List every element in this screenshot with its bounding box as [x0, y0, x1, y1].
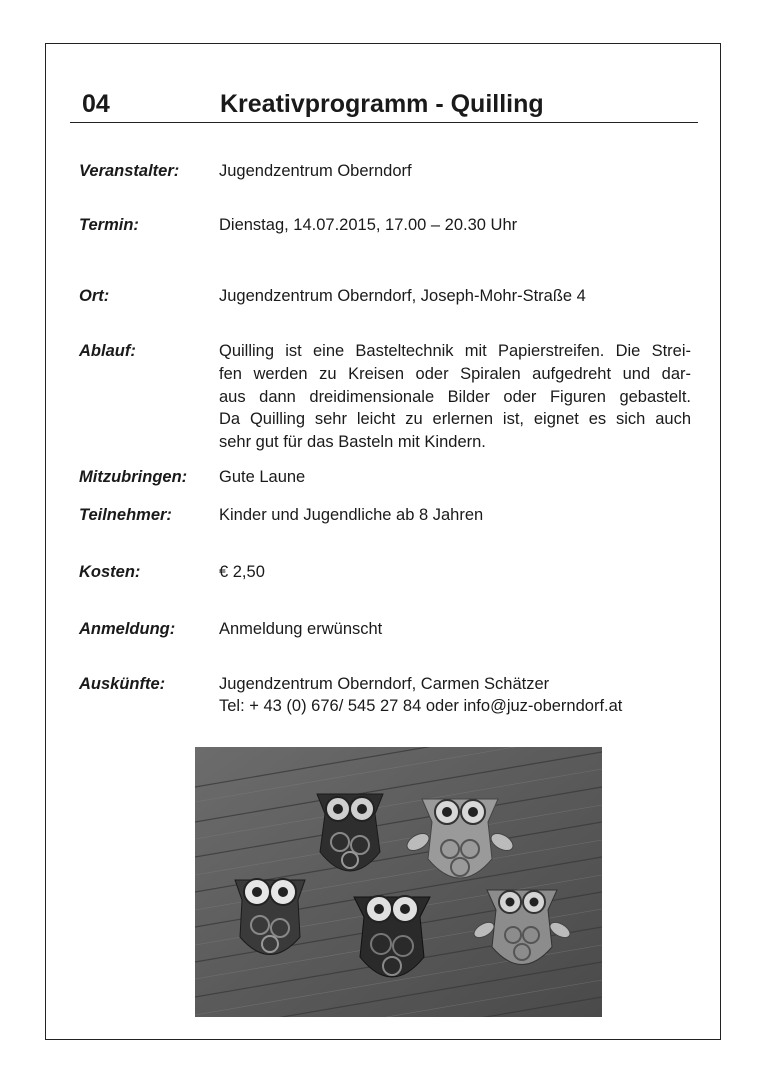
ablauf-line: Da Quilling sehr leicht zu erlernen ist, eignet es sich auch: [219, 410, 691, 429]
quilled-owls-photo: [195, 747, 602, 1017]
teilnehmer-label: Teilnehmer:: [79, 506, 172, 524]
auskuenfte-contact-name: Jugendzentrum Oberndorf, Carmen Schätzer: [219, 675, 550, 693]
mitzubringen-value: Gute Laune: [219, 468, 306, 486]
kosten-label: Kosten:: [79, 563, 141, 581]
ablauf-line: Quilling ist eine Basteltechnik mit Papierstreifen. Die Strei-: [219, 342, 691, 360]
ablauf-line: fen werden zu Kreisen oder Spiralen aufgedreht und dar-: [219, 364, 691, 383]
ablauf-line: aus dann dreidimensionale Bilder oder Figuren gebastelt.: [219, 387, 691, 406]
auskuenfte-label: Auskünfte:: [79, 675, 166, 693]
auskuenfte-value: [219, 673, 691, 717]
page-header: [70, 84, 698, 123]
ablauf-description: [219, 340, 691, 454]
teilnehmer-value: Kinder und Jugendliche ab 8 Jahren: [219, 506, 484, 524]
kosten-value: € 2,50: [219, 563, 265, 581]
ort-label: Ort:: [79, 287, 110, 305]
termin-value: Dienstag, 14.07.2015, 17.00 – 20.30 Uhr: [219, 216, 518, 234]
mitzubringen-label: Mitzubringen:: [79, 468, 188, 486]
ort-value: Jugendzentrum Oberndorf, Joseph-Mohr-Straße 4: [219, 287, 586, 305]
program-number: 04: [82, 90, 110, 118]
anmeldung-value: Anmeldung erwünscht: [219, 620, 383, 638]
ablauf-line: sehr gut für das Basteln mit Kindern.: [219, 433, 486, 452]
anmeldung-label: Anmeldung:: [79, 620, 176, 638]
termin-label: Termin:: [79, 216, 139, 234]
page-title: Kreativprogramm - Quilling: [220, 90, 544, 118]
veranstalter-value: Jugendzentrum Oberndorf: [219, 162, 412, 180]
ablauf-label: Ablauf:: [79, 342, 136, 360]
veranstalter-label: Veranstalter:: [79, 162, 180, 180]
auskuenfte-contact-details: Tel: + 43 (0) 676/ 545 27 84 oder info@juz-oberndorf.at: [219, 697, 623, 715]
